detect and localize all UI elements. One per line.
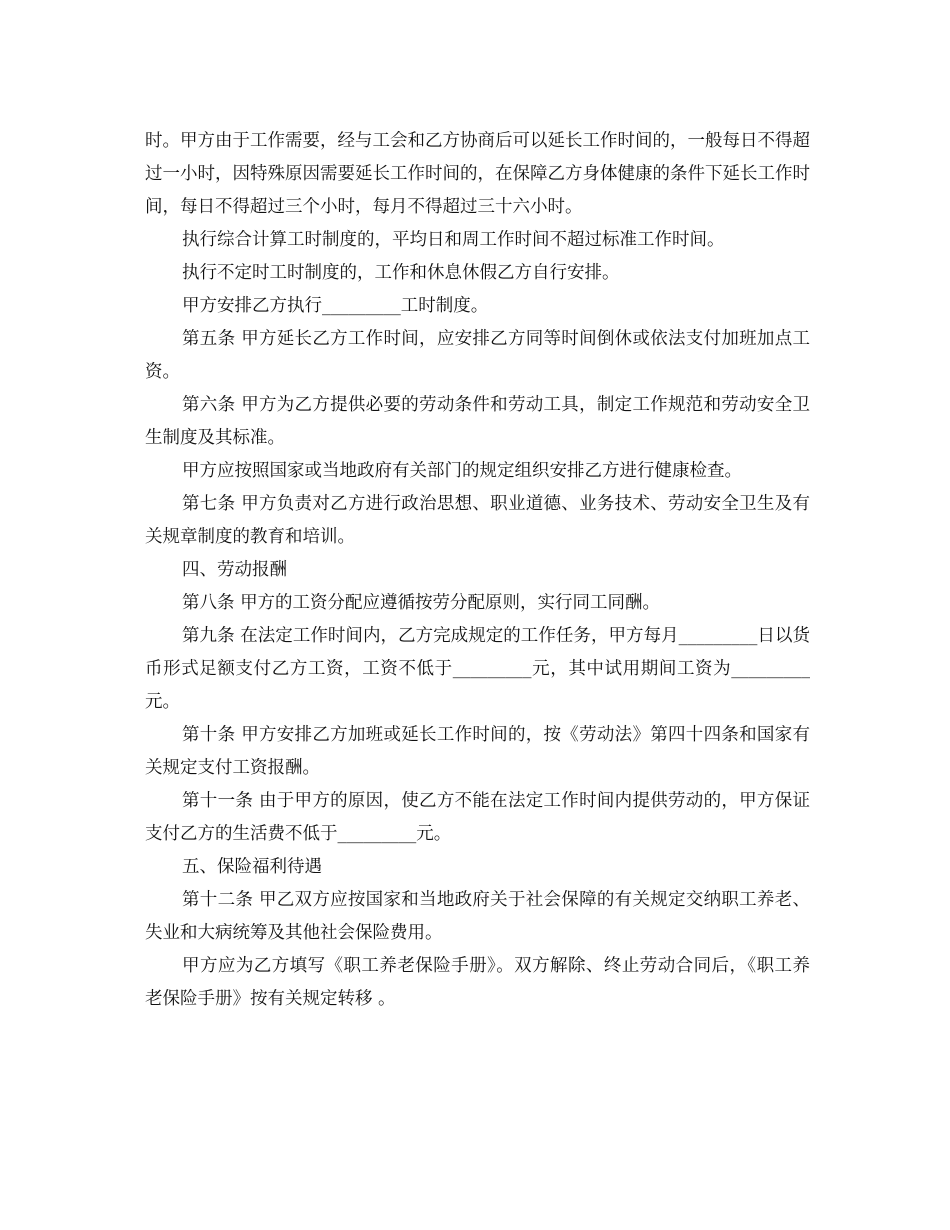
paragraph-flexible-hours: 执行不定时工时制度的，工作和休息休假乙方自行安排。 [182, 263, 620, 283]
paragraph-article-9: 第九条 在法定工作时间内，乙方完成规定的工作任务，甲方每月_________日以货币形式足额支付乙方工资，工资不低于_________元，其中试用期间工资为_________元。 [145, 626, 810, 712]
paragraph-article-10: 第十条 甲方安排乙方加班或延长工作时间的，按《劳动法》第四十四条和国家有关规定支付工资报酬。 [145, 725, 810, 778]
section-heading-compensation: 四、劳动报酬 [182, 560, 287, 580]
paragraph-article-8: 第八条 甲方的工资分配应遵循按劳分配原则，实行同工同酬。 [182, 593, 661, 613]
paragraph-pension-handbook: 甲方应为乙方填写《职工养老保险手册》。双方解除、终止劳动合同后，《职工养老保险手册》按有关规定转移 。 [145, 956, 810, 1009]
paragraph-article-12: 第十二条 甲乙双方应按国家和当地政府关于社会保障的有关规定交纳职工养老、失业和大病统筹及其他社会保险费用。 [145, 890, 810, 943]
paragraph-article-7: 第七条 甲方负责对乙方进行政治思想、职业道德、业务技术、劳动安全卫生及有关规章制度的教育和培训。 [145, 494, 810, 547]
paragraph-hours-system-assignment: 甲方安排乙方执行_________工时制度。 [182, 296, 489, 316]
paragraph-comprehensive-hours: 执行综合计算工时制度的，平均日和周工作时间不超过标准工作时间。 [182, 230, 725, 250]
document-page [145, 125, 810, 1016]
paragraph-article-5: 第五条 甲方延长乙方工作时间，应安排乙方同等时间倒休或依法支付加班加点工资。 [145, 329, 810, 382]
paragraph-health-check: 甲方应按照国家或当地政府有关部门的规定组织安排乙方进行健康检查。 [182, 461, 742, 481]
section-heading-insurance-benefits: 五、保险福利待遇 [182, 857, 322, 877]
paragraph-hours-continued: 时。甲方由于工作需要，经与工会和乙方协商后可以延长工作时间的，一般每日不得超过一小时，因特殊原因需要延长工作时间的，在保障乙方身体健康的条件下延长工作时间，每日不得超过三个小时，每月不得超过三十六小时。 [145, 131, 810, 217]
paragraph-article-11: 第十一条 由于甲方的原因，使乙方不能在法定工作时间内提供劳动的，甲方保证支付乙方的生活费不低于_________元。 [145, 791, 810, 844]
paragraph-article-6: 第六条 甲方为乙方提供必要的劳动条件和劳动工具，制定工作规范和劳动安全卫生制度及其标准。 [145, 395, 810, 448]
